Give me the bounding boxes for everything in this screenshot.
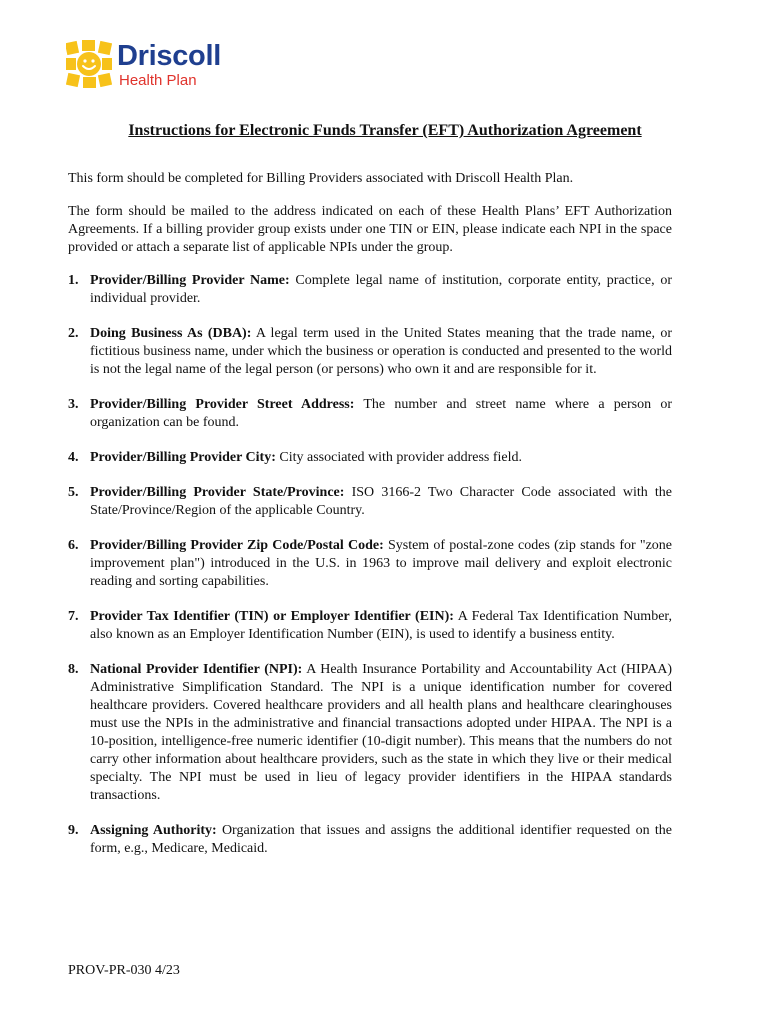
item-term: Provider/Billing Provider Street Address: xyxy=(90,397,355,412)
item-number: 4. xyxy=(68,450,79,465)
item-term: Provider Tax Identifier (TIN) or Employer Identifier (EIN): xyxy=(90,609,454,624)
item-text: System of postal-zone codes (zip stands for "zone improvement plan") introduced in the U.S. in 1963 to improve mail delivery and exploit electronic reading and sorting capabilities. xyxy=(90,538,672,589)
item-term: Provider/Billing Provider City: xyxy=(90,450,276,465)
item-term: Doing Business As (DBA): xyxy=(90,326,252,341)
item-text: ISO 3166-2 Two Character Code associated with the State/Province/Region of the applicable Country. xyxy=(90,485,673,518)
sun-face-icon xyxy=(66,40,112,88)
item-number: 9. xyxy=(68,823,79,838)
driscoll-logo xyxy=(66,40,221,92)
list-item xyxy=(68,449,672,467)
list-item xyxy=(68,272,672,308)
logo-subtitle: Health Plan xyxy=(119,72,197,89)
item-text: A Health Insurance Portability and Accountability Act (HIPAA) Administrative Simplification Standard. The NPI is a unique identification number for covered healthcare providers. Covered healthcare providers and all health plans and healthcare clearinghouses must use the NPIs in the administrative and financial transactions adopted under HIPAA. The NPI is a 10-position, intelligence-free numeric identifier (10-digit number). This means that the numbers do not carry other information about healthcare providers, such as the state in which they live or their medical specialty. The NPI must be used in lieu of legacy provider identifiers in the HIPAA standards transactions. xyxy=(90,662,673,803)
intro-paragraph: The form should be mailed to the address indicated on each of these Health Plans’ EFT Authorization Agreements. If a billing provider group exists under one TIN or EIN, please indicate each NPI in the space provided or attach a separate list of applicable NPIs under the group. xyxy=(68,204,672,255)
item-text: A Federal Tax Identification Number, also known as an Employer Identification Number (EIN), is used to identify a business entity. xyxy=(90,609,673,642)
list-item xyxy=(68,608,672,644)
item-term: National Provider Identifier (NPI): xyxy=(90,662,303,677)
item-number: 3. xyxy=(68,397,79,412)
page-title: Instructions for Electronic Funds Transfer (EFT) Authorization Agreement xyxy=(128,122,642,139)
item-text: A legal term used in the United States meaning that the trade name, or fictitious business name, under which the business or operation is conducted and presented to the world is not the legal name of the legal person (or persons) who own it and are responsible for it. xyxy=(90,326,673,377)
item-number: 8. xyxy=(68,662,79,677)
item-text: Organization that issues and assigns the additional identifier requested on the form, e.g., Medicare, Medicaid. xyxy=(90,823,672,856)
intro-paragraph: This form should be completed for Billing Providers associated with Driscoll Health Plan. xyxy=(68,171,574,186)
item-term: Provider/Billing Provider State/Province: xyxy=(90,485,345,500)
item-term: Assigning Authority: xyxy=(90,823,217,838)
item-term: Provider/Billing Provider Zip Code/Postal Code: xyxy=(90,538,384,553)
item-number: 2. xyxy=(68,326,79,341)
item-text: Complete legal name of institution, corporate entity, practice, or individual provider. xyxy=(90,273,672,306)
item-number: 6. xyxy=(68,538,79,553)
list-item xyxy=(68,484,672,520)
item-text: The number and street name where a person or organization can be found. xyxy=(90,397,672,430)
item-number: 1. xyxy=(68,273,79,288)
item-term: Provider/Billing Provider Name: xyxy=(90,273,290,288)
list-item xyxy=(68,325,672,379)
logo-name: Driscoll xyxy=(117,40,221,72)
document-body xyxy=(68,170,672,875)
item-number: 5. xyxy=(68,485,79,500)
form-code: PROV-PR-030 4/23 xyxy=(68,963,180,978)
list-item xyxy=(68,661,672,805)
list-item xyxy=(68,537,672,591)
list-item xyxy=(68,822,672,858)
item-number: 7. xyxy=(68,609,79,624)
instruction-list xyxy=(68,272,672,858)
item-text: City associated with provider address field. xyxy=(275,450,522,465)
list-item xyxy=(68,396,672,432)
